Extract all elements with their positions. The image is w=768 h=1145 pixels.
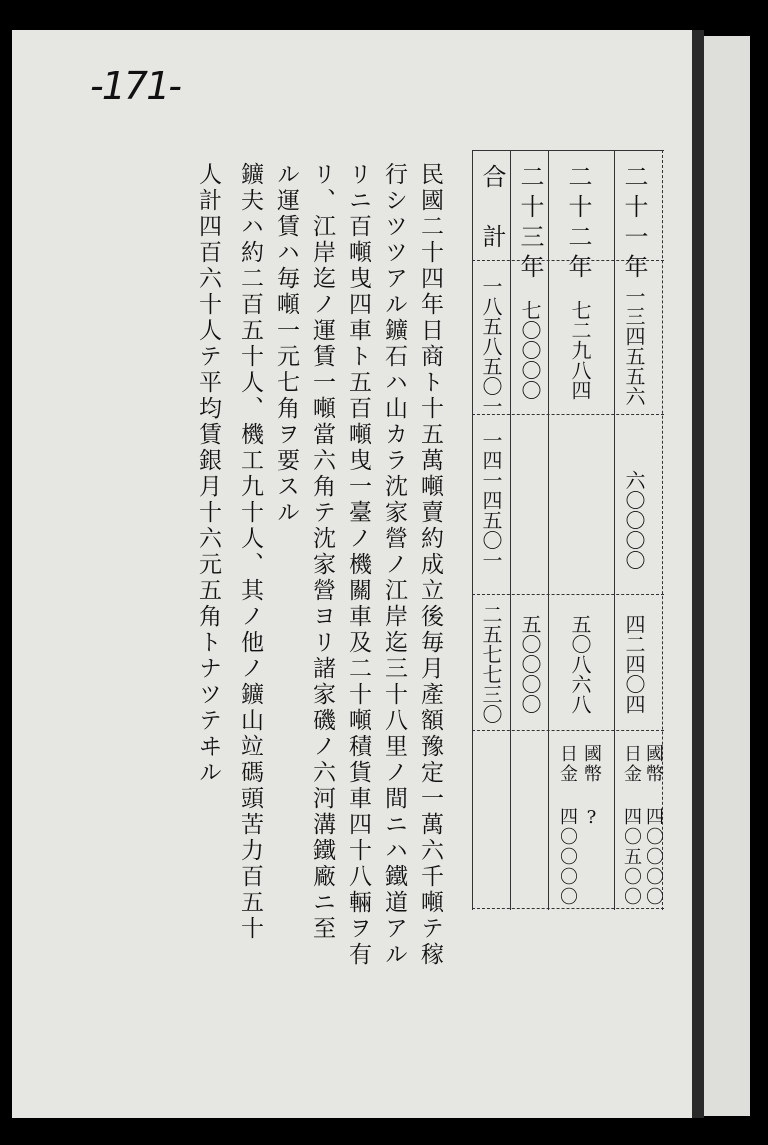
note-cell: 日金 四〇五〇〇 (621, 744, 642, 907)
table-border-bottom (472, 908, 664, 909)
value-cell: 七二九八四 (568, 300, 592, 400)
year-cell: 二十三年 (516, 164, 544, 284)
body-text-line: 行シツツアル鑛石ハ山カラ沈家營ノ江岸迄三十八里ノ間ニハ鐵道アル (381, 162, 407, 968)
body-text-line: 人計四百六十人テ平均賃銀月十六元五角トナツテヰル (195, 162, 221, 786)
table-divider (548, 150, 549, 910)
table-divider (510, 150, 511, 910)
adjacent-page-edge (704, 36, 750, 1116)
body-text-line: ル運賃ハ毎噸一元七角ヲ要スル (273, 162, 299, 526)
table-border-top (472, 150, 664, 151)
page-number: -171- (90, 64, 180, 108)
total-cell: 二五七七三〇 (479, 604, 503, 724)
value-cell: 五〇八六八 (568, 614, 592, 714)
value-cell: 七〇〇〇〇 (518, 300, 542, 400)
note-cell: 日金 四〇〇〇〇 (557, 744, 578, 907)
value-cell: 一三四五五六 (622, 286, 646, 406)
body-text-line: 民國二十四年日商ト十五萬噸賣約成立後毎月產額豫定一萬六千噸テ稼 (417, 162, 443, 968)
body-text-line: 鑛夫ハ約二百五十人、機工九十人、其ノ他ノ鑛山竝碼頭苦力百五十 (237, 162, 263, 942)
production-table (472, 150, 664, 910)
total-cell: 一八五八五〇一 (479, 276, 503, 416)
value-cell: 五〇〇〇〇 (518, 614, 542, 714)
note-cell: 國幣 ? (581, 744, 602, 830)
year-cell: 二十二年 (564, 164, 592, 284)
table-divider (614, 150, 615, 910)
value-cell: 四二四〇四 (622, 614, 646, 714)
value-cell: 六〇〇〇〇 (622, 470, 646, 570)
total-label: 合 計 (478, 164, 506, 254)
note-cell: 國幣 四〇〇〇〇 (643, 744, 664, 907)
table-divider (472, 594, 664, 595)
year-cell: 二十一年 (620, 164, 648, 284)
table-border-left (472, 150, 473, 910)
table-divider (472, 730, 664, 731)
body-text-line: リニ百噸曳四車ト五百噸曳一臺ノ機關車及二十噸積貨車四十八輛ヲ有 (345, 162, 371, 968)
page-gutter (692, 30, 704, 1118)
body-text-line: リ、江岸迄ノ運賃一噸當六角テ沈家營ヨリ諸家磯ノ六河溝鐵廠ニ至 (309, 162, 335, 942)
total-cell: 一四一四五〇一 (479, 430, 503, 570)
